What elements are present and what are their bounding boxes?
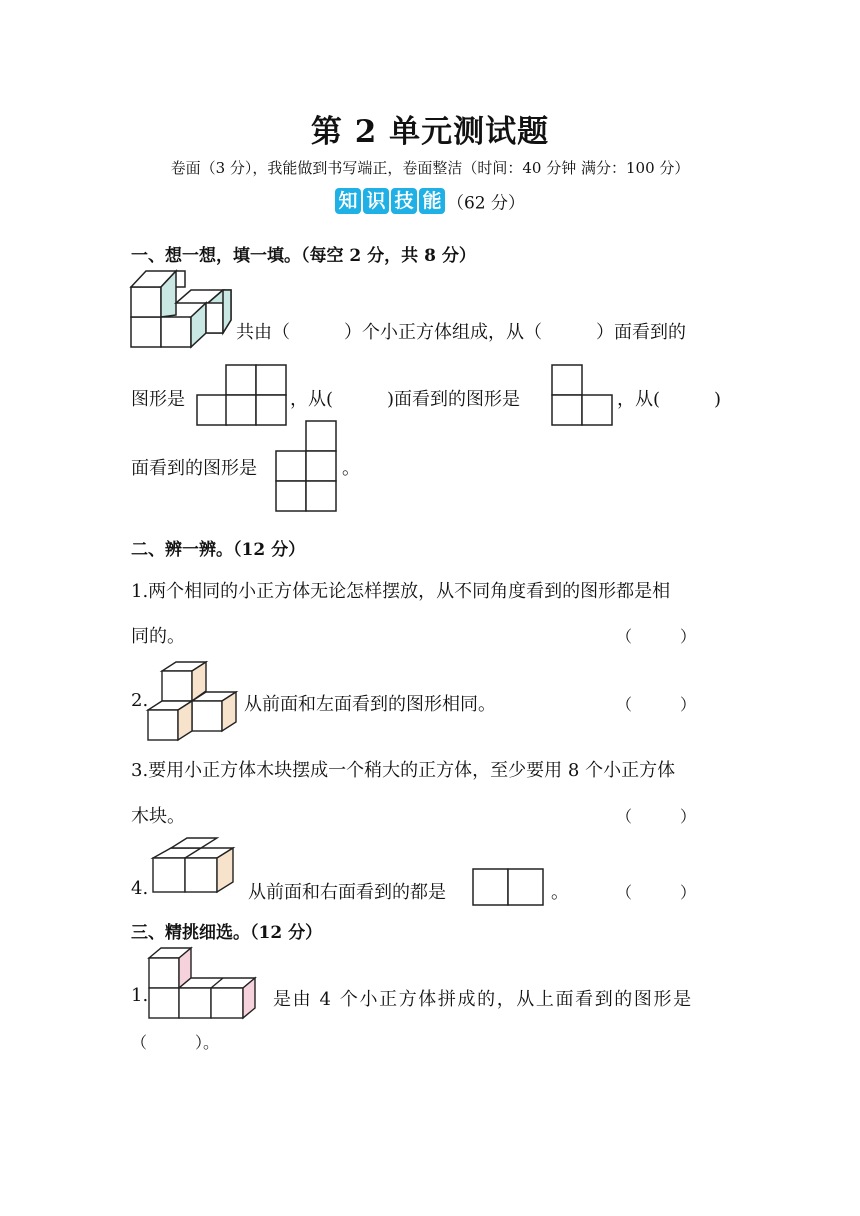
cube-stack-3d-figure	[128, 268, 236, 352]
badge-char: 技	[391, 188, 417, 214]
knowledge-skill-badge	[335, 188, 447, 214]
view-shape-c	[275, 420, 337, 512]
s2-q4-view-shape	[472, 868, 544, 906]
s2-q1-line1: 1.两个相同的小正方体无论怎样摆放，从不同角度看到的图形都是相	[131, 581, 671, 602]
view-shape-a	[196, 364, 288, 426]
badge-char: 能	[419, 188, 445, 214]
s2-q2-text: 从前面和左面看到的图形相同。	[244, 694, 496, 715]
view-shape-b	[551, 364, 613, 426]
section-badge-row	[0, 188, 860, 214]
s2-q3-line2: 木块。	[131, 806, 185, 827]
s2-q2-num: 2.	[131, 690, 149, 711]
s2-q3-answer[interactable]: （ ）	[616, 807, 697, 826]
page-title: 第 2 单元测试题	[310, 114, 550, 150]
exam-subtitle: 卷面（3 分），我能做到书写端正，卷面整洁（时间：40 分钟 满分：100 分）	[170, 159, 690, 177]
q1-line3-b: 。	[342, 458, 360, 479]
badge-score: （62 分）	[446, 193, 526, 214]
s2-q1-line2: 同的。	[131, 626, 185, 647]
s2-q4-text: 从前面和右面看到的都是	[248, 882, 446, 903]
section2-heading: 二、辨一辨。（12 分）	[131, 540, 306, 560]
s2-q4-cube-figure	[151, 836, 237, 896]
s3-q1-cube-figure	[147, 946, 261, 1022]
q1-line2-b: ，从( )面看到的图形是	[290, 389, 521, 410]
s2-q3-line1: 3.要用小正方体木块摆成一个稍大的正方体，至少要用 8 个小正方体	[131, 760, 676, 781]
q1-line2-c: ，从( )	[617, 389, 722, 410]
s2-q1-answer[interactable]: （ ）	[616, 627, 697, 646]
s2-q4-answer[interactable]: （ ）	[616, 883, 697, 902]
section1-heading: 一、想一想，填一填。（每空 2 分，共 8 分）	[131, 246, 476, 266]
badge-char: 识	[363, 188, 389, 214]
s2-q2-cube-figure	[146, 661, 238, 743]
s3-q1-num: 1.	[131, 985, 149, 1006]
s2-q2-answer[interactable]: （ ）	[616, 695, 697, 714]
badge-char: 知	[335, 188, 361, 214]
q1-line2-a: 图形是	[131, 389, 185, 410]
s2-q4-num: 4.	[131, 878, 149, 899]
q1-line3-a: 面看到的图形是	[131, 458, 257, 479]
q1-line1: 共由（ ）个小正方体组成，从（ ）面看到的	[236, 322, 686, 343]
s3-q1-answer[interactable]: （ ）。	[131, 1033, 220, 1052]
s3-q1-text: 是由 4 个小正方体拼成的，从上面看到的图形是	[273, 989, 693, 1010]
section3-heading: 三、精挑细选。（12 分）	[131, 923, 323, 943]
s2-q4-end: 。	[551, 882, 569, 903]
